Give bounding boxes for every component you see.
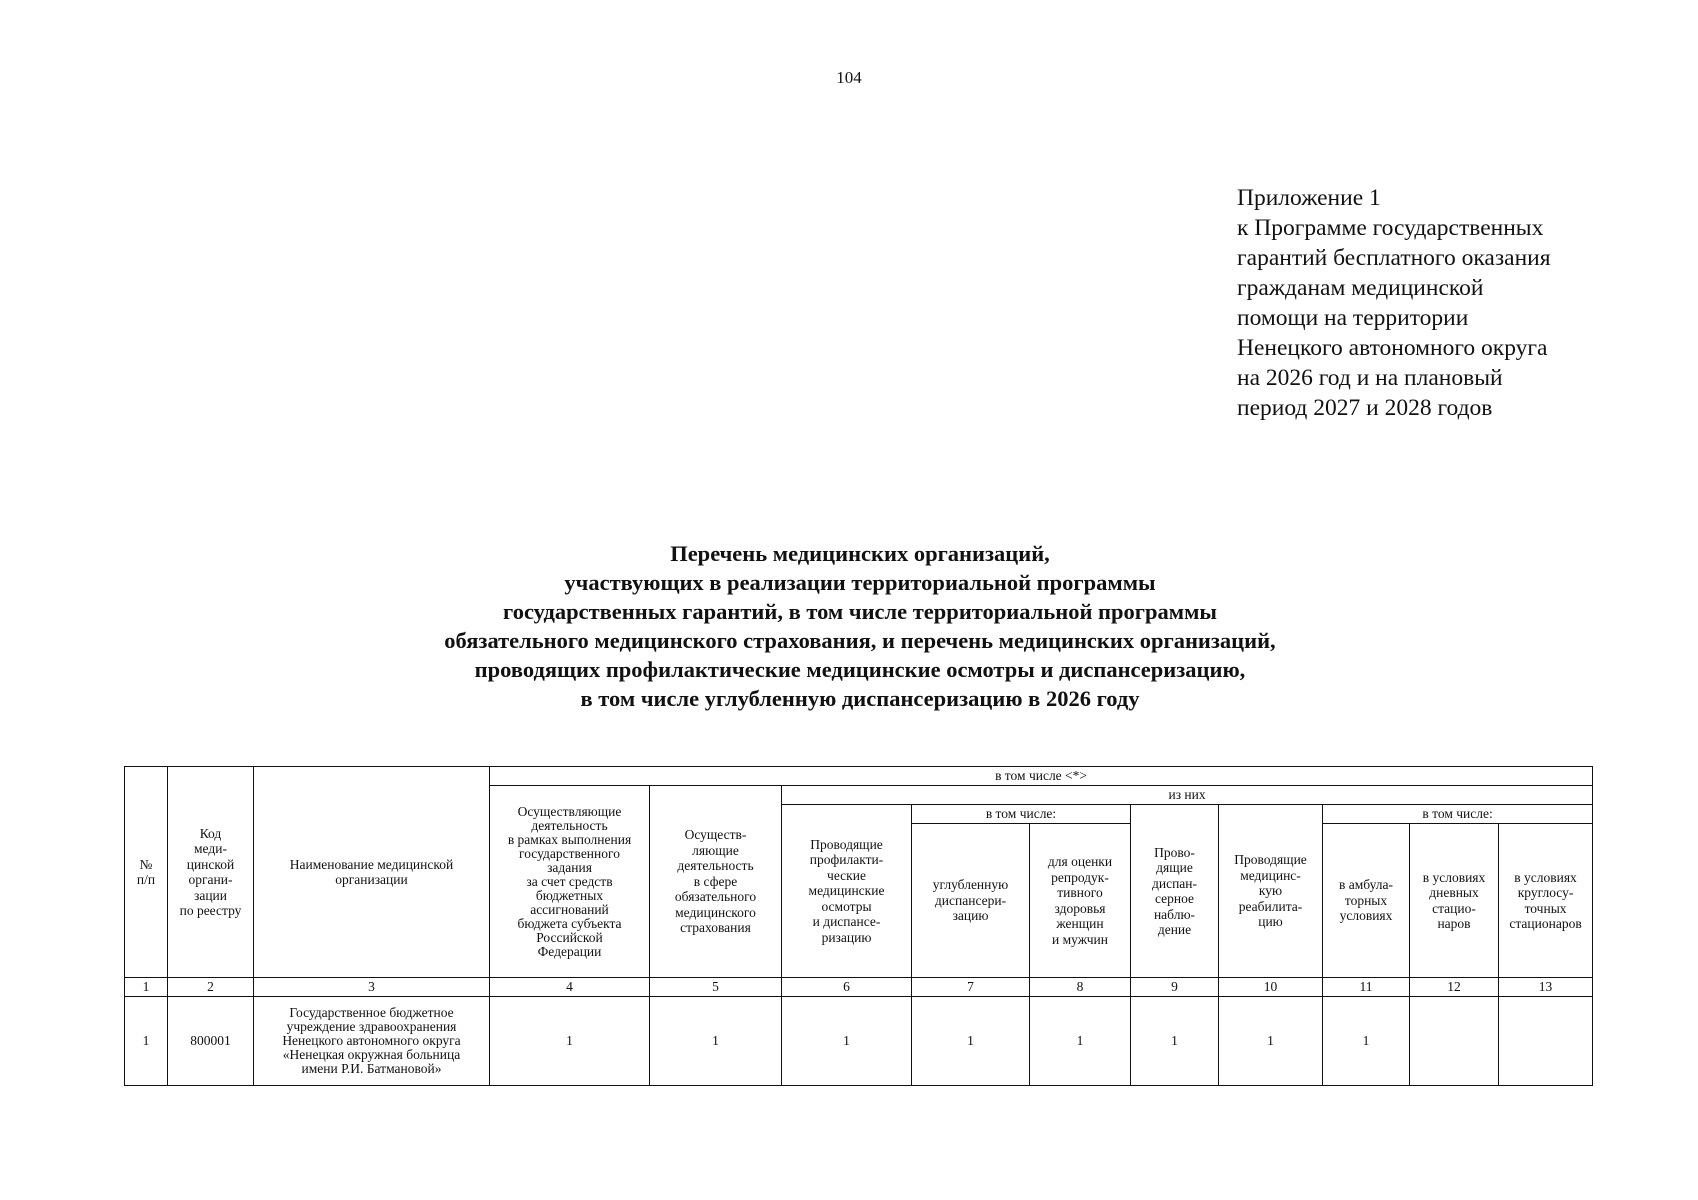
header-name: Наименование медицинской организации — [254, 767, 490, 978]
header-budget: Осуществляющие деятельность в рамках выполнения государственного задания за счет средств бюджетных ассигнований бюджета субъекта Российской Федерации — [490, 786, 650, 978]
page-number: 104 — [836, 68, 862, 87]
column-number: 1 — [125, 978, 168, 997]
table-row — [125, 997, 1593, 1086]
cell-repro: 1 — [1030, 997, 1131, 1086]
header-prof: Проводящие профилакти- ческие медицинские осмотры и диспансе- ризацию — [782, 805, 912, 978]
header-including: в том числе <*> — [490, 767, 1593, 786]
appendix-block — [1237, 183, 1551, 423]
cell-rehab: 1 — [1219, 997, 1323, 1086]
header-deep: углубленную диспансери- зацию — [912, 824, 1030, 978]
cell-num: 1 — [125, 997, 168, 1086]
column-number: 4 — [490, 978, 650, 997]
header-including-a: в том числе: — [912, 805, 1131, 824]
appendix-line: к Программе государственных — [1237, 215, 1544, 241]
header-amb: в амбула- торных условиях — [1323, 824, 1410, 978]
column-number: 10 — [1219, 978, 1323, 997]
header-code: Код меди- цинской органи- зации по реестру — [168, 767, 254, 978]
header-oms: Осуществ- ляющие деятельность в сфере обязательного медицинского страхования — [650, 786, 782, 978]
column-number: 9 — [1131, 978, 1219, 997]
header-num: № п/п — [125, 767, 168, 978]
appendix-line: на 2026 год и на плановый — [1237, 365, 1503, 391]
header-repro: для оценки репродук- тивного здоровья женщин и мужчин — [1030, 824, 1131, 978]
cell-disp: 1 — [1131, 997, 1219, 1086]
cell-amb: 1 — [1323, 997, 1410, 1086]
cell-round — [1499, 997, 1593, 1086]
header-of-them: из них — [782, 786, 1593, 805]
appendix-line: Ненецкого автономного округа — [1237, 335, 1548, 361]
header-round: в условиях круглосу- точных стационаров — [1499, 824, 1593, 978]
appendix-line: гарантий бесплатного оказания — [1237, 245, 1551, 271]
header-disp: Прово- дящие диспан- серное наблю- дение — [1131, 805, 1219, 978]
column-numbers-row — [125, 978, 1593, 997]
cell-code: 800001 — [168, 997, 254, 1086]
header-row — [125, 767, 1593, 786]
cell-budget: 1 — [490, 997, 650, 1086]
column-number: 8 — [1030, 978, 1131, 997]
column-number: 3 — [254, 978, 490, 997]
title-line: проводящих профилактические медицинские осмотры и диспансеризацию, — [474, 657, 1246, 682]
header-including-b: в том числе: — [1323, 805, 1593, 824]
cell-name: Государственное бюджетное учреждение здравоохранения Ненецкого автономного округа «Ненецкая окружная больница имени Р.И. Батмановой» — [254, 997, 490, 1086]
cell-day — [1410, 997, 1499, 1086]
column-number: 7 — [912, 978, 1030, 997]
title-line: участвующих в реализации территориальной программы — [564, 570, 1156, 595]
appendix-line: Приложение 1 — [1237, 185, 1381, 211]
header-day: в условиях дневных стацио- наров — [1410, 824, 1499, 978]
organizations-table — [124, 766, 1593, 1086]
column-number: 2 — [168, 978, 254, 997]
header-rehab: Проводящие медицинс- кую реабилита- цию — [1219, 805, 1323, 978]
column-number: 5 — [650, 978, 782, 997]
cell-oms: 1 — [650, 997, 782, 1086]
title-line: обязательного медицинского страхования, и перечень медицинских организаций, — [444, 628, 1276, 653]
title-line: Перечень медицинских организаций, — [670, 541, 1050, 566]
cell-prof: 1 — [782, 997, 912, 1086]
column-number: 12 — [1410, 978, 1499, 997]
title-line: в том числе углубленную диспансеризацию в 2026 году — [580, 686, 1140, 711]
appendix-line: период 2027 и 2028 годов — [1237, 395, 1493, 421]
column-number: 11 — [1323, 978, 1410, 997]
column-number: 13 — [1499, 978, 1593, 997]
title-line: государственных гарантий, в том числе территориальной программы — [503, 599, 1217, 624]
document-title — [0, 539, 1698, 713]
column-number: 6 — [782, 978, 912, 997]
appendix-line: гражданам медицинской — [1237, 275, 1484, 301]
appendix-line: помощи на территории — [1237, 305, 1469, 331]
cell-deep: 1 — [912, 997, 1030, 1086]
